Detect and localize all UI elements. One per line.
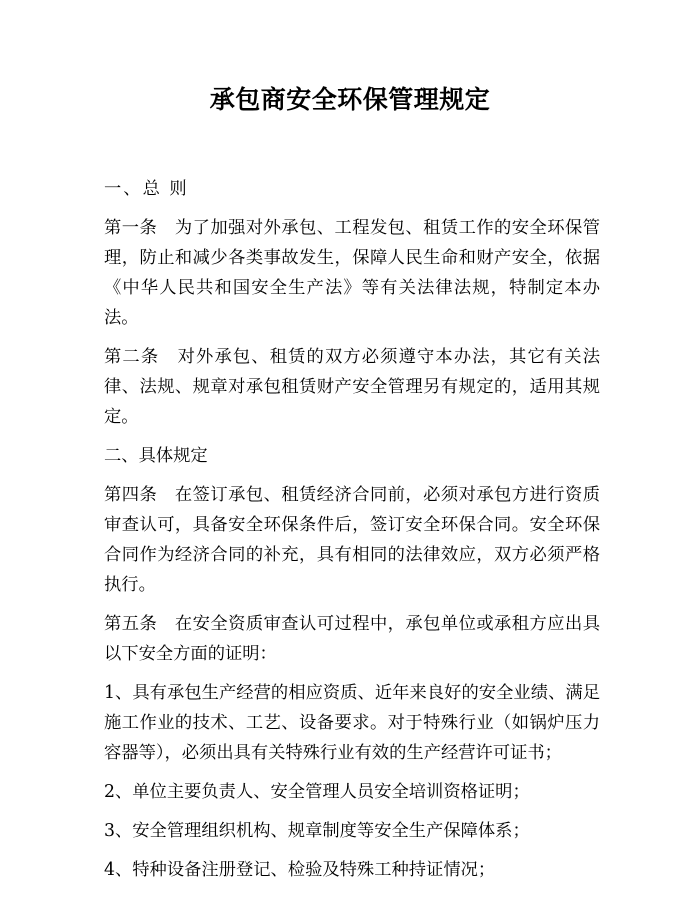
list-item-2: 2、单位主要负责人、安全管理人员安全培训资格证明； [104,782,530,802]
document-title: 承包商安全环保管理规定 [209,85,491,114]
list-item-3: 3、安全管理组织机构、规章制度等安全生产保障体系； [104,821,530,841]
article-4-paragraph: 第四条 在签订承包、租赁经济合同前，必须对承包方进行资质审查认可，具备安全环保条件后，签订安全环保合同。安全环保合同作为经济合同的补充，具有相同的法律效应，双方必须严格执行。 [104,485,600,595]
list-item-4: 4、特种设备注册登记、检验及特殊工种持证情况； [104,860,496,880]
article-2-paragraph: 第二条 对外承包、租赁的双方必须遵守本办法，其它有关法律、法规、规章对承包租赁财产安全管理另有规定的，适用其规定。 [104,347,600,427]
list-item-1: 1、具有承包生产经营的相应资质、近年来良好的安全业绩、满足施工作业的技术、工艺、设备要求。对于特殊行业（如锅炉压力容器等），必须出具有关特殊行业有效的生产经营许可证书； [104,683,600,763]
article-1-paragraph: 第一条 为了加强对外承包、工程发包、租赁工作的安全环保管理，防止和减少各类事故发生，保障人民生命和财产安全，依据《中华人民共和国安全生产法》等有关法律法规，特制定本办法。 [104,218,600,328]
document-body [104,174,600,894]
section-heading-specific-rules: 二、具体规定 [104,446,208,466]
section-heading-general: 一、总 则 [104,179,189,199]
article-5-paragraph: 第五条 在安全资质审查认可过程中，承包单位或承租方应出具以下安全方面的证明： [104,614,600,664]
